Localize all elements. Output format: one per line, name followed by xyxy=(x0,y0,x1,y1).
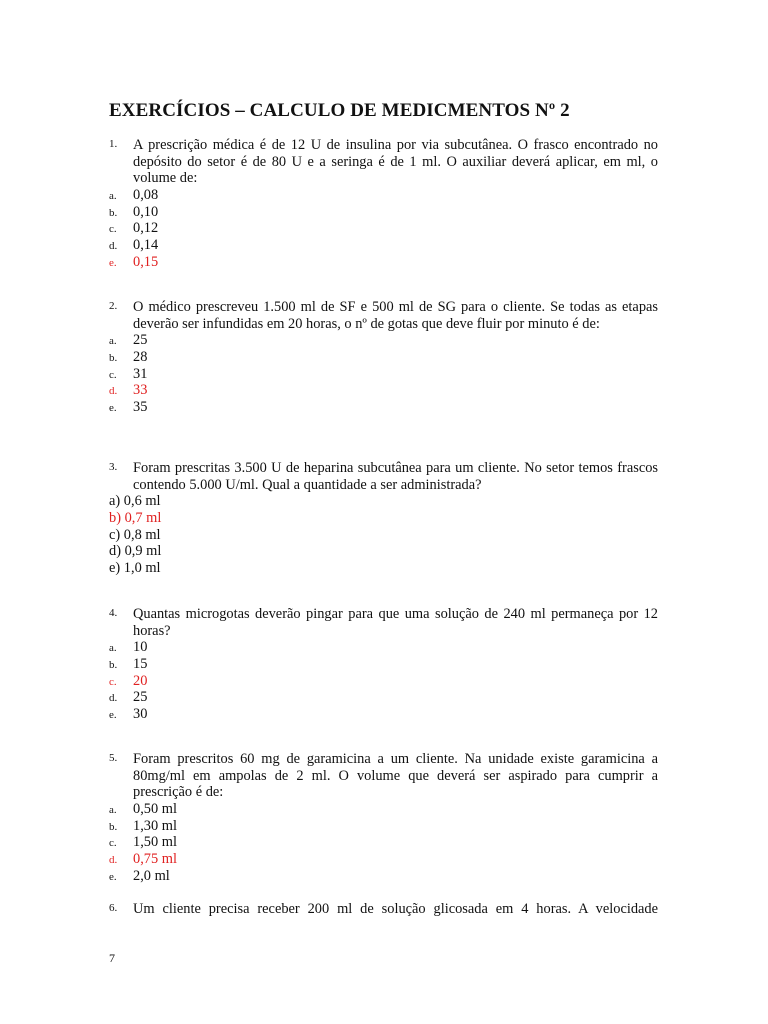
correct-answer: 0,15 xyxy=(133,253,159,270)
page-number: 7 xyxy=(109,951,115,965)
option-text: 1,30 ml xyxy=(133,817,177,834)
question-number: 2. xyxy=(109,300,118,312)
option-letter: e. xyxy=(109,256,117,269)
question-1 xyxy=(109,137,658,271)
options-list xyxy=(109,801,658,884)
option-letter: a. xyxy=(109,804,117,817)
option-item xyxy=(109,818,658,835)
option-letter: a. xyxy=(109,190,117,203)
option-text: 10 xyxy=(133,639,148,656)
option-text: 31 xyxy=(133,365,148,382)
option-text: 25 xyxy=(133,332,148,349)
option-text: d) 0,9 ml xyxy=(109,543,162,560)
option-letter: c. xyxy=(109,223,117,236)
correct-answer: b) 0,7 ml xyxy=(109,510,162,527)
option-letter: b. xyxy=(109,820,118,833)
option-text: 0,10 xyxy=(133,203,159,220)
option-text: a) 0,6 ml xyxy=(109,493,161,510)
question-text: Foram prescritos 60 mg de garamicina a um cliente. Na unidade existe garamicina a 80mg/ml em ampolas de 2 ml. O volume que deverá ser aspirado para cumprir a prescrição é de: xyxy=(133,751,658,801)
option-item xyxy=(109,510,658,527)
option-text: c) 0,8 ml xyxy=(109,526,161,543)
option-text: 2,0 ml xyxy=(133,867,170,884)
option-item xyxy=(109,801,658,818)
option-text: e) 1,0 ml xyxy=(109,560,161,577)
option-item xyxy=(109,868,658,885)
option-item xyxy=(109,254,658,271)
option-letter: d. xyxy=(109,854,118,867)
option-item xyxy=(109,204,658,221)
option-letter: b. xyxy=(109,206,118,219)
option-text: 25 xyxy=(133,689,148,706)
options-list xyxy=(109,332,658,415)
question-text: A prescrição médica é de 12 U de insulina por via subcutânea. O frasco encontrado no depósito do setor é de 80 U e a seringa é de 1 ml. O auxiliar deverá aplicar, em ml, o volume de: xyxy=(133,137,658,187)
options-list xyxy=(109,493,658,576)
question-text: Foram prescritas 3.500 U de heparina subcutânea para um cliente. No setor temos frascos contendo 5.000 U/ml. Qual a quantidade a ser administrada? xyxy=(133,460,658,493)
option-text: 28 xyxy=(133,349,148,366)
option-letter: c. xyxy=(109,675,117,688)
option-letter: c. xyxy=(109,368,117,381)
option-item xyxy=(109,349,658,366)
question-6 xyxy=(109,901,658,918)
option-letter: e. xyxy=(109,709,117,722)
question-text: Quantas microgotas deverão pingar para que uma solução de 240 ml permaneça por 12 horas? xyxy=(133,606,658,639)
question-number: 1. xyxy=(109,138,118,150)
option-text: 0,50 ml xyxy=(133,801,177,818)
option-letter: d. xyxy=(109,385,118,398)
option-letter: d. xyxy=(109,692,118,705)
option-text: 0,08 xyxy=(133,187,159,204)
question-5 xyxy=(109,751,658,885)
option-item xyxy=(109,689,658,706)
option-item xyxy=(109,656,658,673)
question-number: 3. xyxy=(109,461,118,473)
option-item xyxy=(109,220,658,237)
option-item xyxy=(109,543,658,560)
options-list xyxy=(109,187,658,270)
option-item xyxy=(109,399,658,416)
option-item xyxy=(109,851,658,868)
question-number: 5. xyxy=(109,752,118,764)
option-text: 15 xyxy=(133,656,148,673)
question-number: 6. xyxy=(109,902,118,914)
option-letter: d. xyxy=(109,240,118,253)
option-text: 35 xyxy=(133,399,148,416)
option-item xyxy=(109,187,658,204)
option-letter: a. xyxy=(109,335,117,348)
option-item xyxy=(109,673,658,690)
options-list xyxy=(109,639,658,722)
option-letter: a. xyxy=(109,642,117,655)
option-letter: b. xyxy=(109,352,118,365)
correct-answer: 0,75 ml xyxy=(133,851,177,868)
question-4 xyxy=(109,606,658,723)
option-text: 0,14 xyxy=(133,237,159,254)
question-2 xyxy=(109,299,658,416)
option-item xyxy=(109,639,658,656)
correct-answer: 20 xyxy=(133,672,148,689)
option-text: 0,12 xyxy=(133,220,159,237)
option-item xyxy=(109,493,658,510)
option-letter: c. xyxy=(109,837,117,850)
page-title: EXERCÍCIOS – CALCULO DE MEDICMENTOS Nº 2 xyxy=(109,100,570,121)
option-letter: e. xyxy=(109,402,117,415)
option-item xyxy=(109,382,658,399)
option-item xyxy=(109,332,658,349)
option-item xyxy=(109,366,658,383)
question-text: O médico prescreveu 1.500 ml de SF e 500 ml de SG para o cliente. Se todas as etapas deverão ser infundidas em 20 horas, o nº de gotas que deve fluir por minuto é de: xyxy=(133,299,658,332)
option-item xyxy=(109,706,658,723)
option-item xyxy=(109,527,658,544)
question-text: Um cliente precisa receber 200 ml de solução glicosada em 4 horas. A velocidade xyxy=(133,901,658,917)
question-3 xyxy=(109,460,658,577)
question-number: 4. xyxy=(109,607,118,619)
option-item xyxy=(109,237,658,254)
option-text: 1,50 ml xyxy=(133,834,177,851)
option-letter: e. xyxy=(109,870,117,883)
option-text: 30 xyxy=(133,706,148,723)
option-item xyxy=(109,834,658,851)
option-item xyxy=(109,560,658,577)
option-letter: b. xyxy=(109,659,118,672)
correct-answer: 33 xyxy=(133,382,148,399)
